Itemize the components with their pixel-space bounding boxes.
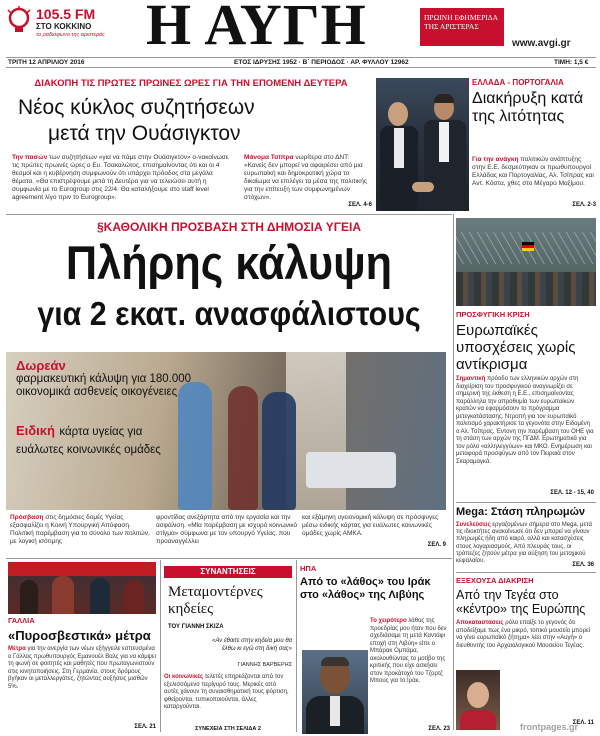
- opinion-author: ΤΟΥ ΓΙΑΝΝΗ ΣΚΙΖΑ: [168, 624, 224, 630]
- refugees-headline[interactable]: Ευρωπαϊκές υποσχέσεις χωρίς αντίκρισμα: [456, 322, 576, 373]
- leaders-photo: [376, 78, 469, 211]
- obama-photo: [302, 650, 368, 734]
- top-story-col2: [244, 154, 372, 202]
- opinion-headline[interactable]: Μεταμοντέρνες κηδείες: [168, 584, 263, 617]
- watermark: frontpages.gr: [520, 722, 579, 732]
- divider-opinion-left: [160, 560, 161, 732]
- main-story-col2: φροντίδας ανεξάρτητα από την εργασία και την ασφάλιση. «Μία παρέμβαση με ισχυρό κοινωνικό στίγμα» σύμφωνα με τον υπουργό Υγείας, που προαναγγέλλει: [156, 514, 298, 545]
- opinion-text: τελετές επηρεάζονται από τον εξελισσόμενο περίγυρό τους. Μερικές από αυτές χάνουν τη συναισθηματική τους φόρτιση, φθείρονται, τυπικοποιούνται, άλλες καταργούνται.: [164, 674, 289, 710]
- europe-tegea-lead: Αποκαταστάσεις: [456, 620, 504, 626]
- protester-1: [20, 580, 38, 614]
- bed: [306, 452, 396, 488]
- europe-tegea-body: [456, 620, 594, 650]
- issue-date: ΤΡΙΤΗ 12 ΑΠΡΙΛΙΟΥ 2016: [8, 59, 85, 66]
- radio-logo[interactable]: [6, 4, 122, 42]
- divider-tegea: [456, 572, 596, 573]
- tegea-photo: [456, 670, 500, 730]
- top-story[interactable]: [8, 72, 374, 212]
- top-story-col1: [12, 154, 236, 202]
- top-story-col2-lead: Μάνομα Τσίπρα: [244, 154, 294, 161]
- main-story-headline-1[interactable]: Πλήρης κάλυψη: [65, 236, 393, 289]
- protest-banner: [8, 562, 156, 576]
- opinion-section: ΣΥΝΑΝΤΗΣΕΙΣ: [200, 567, 256, 576]
- opinion-quote-author: ΓΙΑΝΝΗΣ ΒΑΡΒΕΡΗΣ: [237, 662, 292, 668]
- newspaper-title[interactable]: Η ΑΥΓΗ: [146, 0, 367, 57]
- europe-tegea-headline[interactable]: Από την Τεγέα στο «κέντρο» της Ευρώπης: [456, 588, 586, 616]
- france-body: [8, 646, 156, 691]
- tagline: ΠΡΩΙΝΗ ΕΦΗΜΕΡΙΔΑ ΤΗΣ ΑΡΙΣΤΕΡΑΣ: [424, 13, 498, 31]
- refugees-pages: ΣΕΛ. 12 - 15, 40: [550, 490, 594, 496]
- main-story-col3: και εξάμηνη υγειονομική κάλυψη σε πρόσφυγες μέσω ειδικής κάρτας για ευάλωτες κοινωνικές ομάδες χωρίς ΑΜΚΑ.: [302, 514, 439, 537]
- refugees-body: [456, 376, 594, 466]
- usa-text: λάθος της προεδρίας μου ήταν που δεν σχεδιάσαμε τη μετά Καντάφι εποχή στη Λιβύη» είπε ο Μπάρακ Ομπάμα, ακολουθώντας το μοτίβο της κριτικής που είχε ασκήσει στον προκάτοχό του Τζορτζ Μπους για το Ιράκ.: [370, 618, 447, 684]
- flag: [522, 242, 534, 251]
- france-photo: [8, 562, 156, 614]
- usa-headline[interactable]: Από το «λάθος» του Ιράκ στο «λάθος» της Λιβύης: [300, 576, 431, 601]
- leader-left-head: [388, 102, 408, 126]
- top-story-kicker: ΔΙΑΚΟΠΗ ΤΙΣ ΠΡΩΤΕΣ ΠΡΩΙΝΕΣ ΩΡΕΣ ΓΙΑ ΤΗΝ ΕΠΟΜΕΝΗ ΔΕΥΤΕΡΑ: [34, 78, 348, 89]
- mega-lead: Συνελεύσεις: [456, 522, 491, 528]
- tegea-body: [460, 710, 496, 730]
- greece-portugal[interactable]: [472, 78, 596, 212]
- mega-headline[interactable]: Mega: Στάση πληρωμών: [456, 506, 586, 518]
- opinion-lead: Οι κοινωνικές: [164, 674, 204, 680]
- main-story-kicker: §ΚΑΘΟΛΙΚΗ ΠΡΟΣΒΑΣΗ ΣΤΗ ΔΗΜΟΣΙΑ ΥΓΕΙΑ: [96, 220, 362, 234]
- greece-portugal-lead: Για την ανάγκη: [472, 156, 519, 163]
- greece-portugal-pages: ΣΕΛ. 2-3: [572, 202, 596, 208]
- opinion-continued: ΣΥΝΕΧΕΙΑ ΣΤΗ ΣΕΛΙΔΑ 2: [195, 726, 261, 732]
- greece-portugal-text: πολιτικών ανάπτυξης στην Ε.Ε. δεσμεύτηκαν οι πρωθυπουργοί Ελλάδας και Πορτογαλίας, Αλ. Τσίπρας και Αντ. Κόστα, χθες στο Μέγαρο Μαξίμου.: [472, 156, 594, 187]
- europe-tegea-text: ρόλο επαίξε το γεγονός ότι αποδείξαμε πως ένα μικρό, τοπικό μουσείο μπορεί να γίνει ευρωπαϊκό ζήτημα» λέει στην «Αυγή» ο διευθυντής του Αρχαιολογικού Μουσείου Τεγέας.: [456, 620, 590, 649]
- obama-hair: [321, 657, 349, 666]
- nurse-figure-3: [262, 392, 296, 510]
- protester-3: [90, 578, 110, 614]
- divider-right: [453, 214, 454, 730]
- divider-top: [6, 214, 452, 215]
- divider-bottom: [6, 558, 452, 559]
- top-story-col1-text: των συζητήσεων «για να πάμε στην Ουάσιγκτον» ο-νακοίνωσε τις πρώτες πρωινές ώρες ο Ευ. Τσακαλώτος, επισημαίνοντας ότι και οι 4 θεσμοί και η κυβέρνηση συμφωνούν ότι υπάρχει πρόοδος στα μεγάλα θέματα. «Θα επιστρέψουμε μετά τη Δευτέρα για να τελειώσει αυτή η συμφωνία με το Eurogroup στις 22/4. Θα καταλήξουμε στο staff level agreement λίγο πριν το Eurogroup».: [12, 154, 229, 201]
- divider-mega: [456, 502, 596, 503]
- europe-tegea-pages: ΣΕΛ. 11: [572, 720, 594, 726]
- main-point-1-text: φαρμακευτική κάλυψη για 180.000 οικονομικά ασθενείς οικογένειες: [16, 373, 192, 398]
- main-point-1: [16, 358, 196, 399]
- opinion[interactable]: [164, 562, 294, 734]
- top-story-col2-text: νωρίτερα στο ΔΝΤ: «Κανείς δεν μπορεί να αφαιρέσει από μια ευρωπαϊκή και δημοκρατική χώρα το δικαίωμα να επιλέγει τα μέσα της πολιτικής για την επίτευξη των συμφωνημένων στόχων».: [244, 154, 367, 201]
- refugees[interactable]: [456, 308, 596, 500]
- radio-name: ΣΤΟ ΚΟΚΚΙΝΟ: [36, 22, 92, 31]
- leader-left-shirt: [394, 128, 404, 168]
- leader-right-shirt: [439, 122, 449, 162]
- top-story-col1-lead: Την πασών: [12, 154, 48, 161]
- refugees-text: πρόοδο των ελληνικών αρχών στη διαχείριση του προσφυγικού αναγνωρίζει σε σημερινή της έκθεση η Ε.Ε., επισημαίνοντας παράλληλα την απροθυμία των ευρωπαϊκών κρατών να εφαρμόσουν το πρόγραμμα μετεγκατάστασης. Ντροπή για τον ευρωπαϊκό πολιτισμό χαρακτήρισε τα γεγονότα στην Ειδομένη ο Αλ. Τσίπρας. Έντονη την παρέμβαση του ΟΗΕ για τη στάση των αρχών της ΠΓΔΜ. Ερωτηματικά για τον ρόλο «αλληλεγγύων» και ΜΚΟ. Ενημέρωση και μεταφορά προσφύγων από τον Πειραιά στον Σκαραμαγκά.: [456, 376, 594, 465]
- france-lead: Μέτρα: [8, 646, 26, 652]
- europe-tegea[interactable]: [456, 574, 596, 734]
- radio-frequency: 105.5 FM: [36, 6, 96, 22]
- handshake: [412, 182, 434, 192]
- main-story-col1: [10, 514, 152, 546]
- refugee-photo: [456, 218, 596, 306]
- tegea-face: [467, 682, 489, 708]
- main-point-2-lead: Ειδική: [16, 423, 55, 438]
- crowd: [456, 272, 596, 306]
- usa-body: [370, 618, 450, 686]
- france-headline[interactable]: «Πυροσβεστικά» μέτρα: [8, 628, 151, 643]
- nurse-figure-1: [178, 382, 212, 510]
- greece-portugal-headline[interactable]: Διακήρυξη κατά της λιτότητας: [472, 90, 584, 125]
- usa[interactable]: [300, 562, 452, 734]
- mega-text: εργαζομένων σήμερα στο Mega, μετά τις ιδιοκτήτες ανακοίνωσε ότι δεν μπορεί να γίνουν πληρωμές ήδη από καιρό, αλλά και κατασχέσεις στους λογαριασμούς. Από πλευράς τους, οι τράπεζες ζητούν μέτρα για αύξηση του μετοχικού κεφαλαίου.: [456, 522, 592, 565]
- obama-shirt: [330, 696, 340, 726]
- website[interactable]: www.avgi.gr: [512, 38, 571, 49]
- mega-body: [456, 522, 594, 565]
- radio-bulb-icon: [6, 6, 32, 36]
- france-pages: ΣΕΛ. 21: [134, 724, 156, 730]
- main-point-2: [16, 422, 182, 458]
- main-story-col1-text: στις δημόσιες δομές Υγείας εξασφαλίζει η Κοινή Υπουργική Απόφαση. Πολιτική παρέμβαση για το σύνολο των πολιτών, με λογική ισότιμης: [10, 514, 150, 545]
- mega[interactable]: [456, 504, 596, 570]
- main-story-col1-lead: Πρόσβαση: [10, 514, 44, 521]
- main-point-2-text: κάρτα υγείας για ευάλωτες κοινωνικές ομάδες: [16, 426, 161, 456]
- opinion-quote: «Αν έθαιτε στην κηδεία μου θα έλθω κι εγώ στη δική σας»: [212, 638, 292, 652]
- masthead: [0, 0, 600, 56]
- top-story-pages: ΣΕΛ. 4-6: [348, 202, 372, 208]
- refugees-lead: Σημαντική: [456, 376, 486, 382]
- top-story-headline-1[interactable]: Νέος κύκλος συζητήσεων: [18, 96, 255, 119]
- price: ΤΙΜΗ: 1,5 €: [554, 59, 589, 66]
- radio-slogan: το ραδιόφωνο της αριστεράς: [36, 32, 105, 38]
- nurse-figure-2: [228, 386, 258, 510]
- europe-tegea-kicker: ΕΞΕΧΟΥΣΑ ΔΙΑΚΡΙΣΗ: [456, 576, 534, 585]
- info-bar: [6, 57, 596, 68]
- opinion-body: [164, 674, 292, 712]
- refugees-kicker: ΠΡΟΣΦΥΓΙΚΗ ΚΡΙΣΗ: [456, 310, 530, 319]
- usa-kicker: ΗΠΑ: [300, 564, 317, 573]
- usa-lead: Το χειρότερο: [370, 618, 407, 624]
- greece-portugal-kicker: ΕΛΛΑΔΑ - ΠΟΡΤΟΓΑΛΙΑ: [472, 78, 564, 87]
- main-story-headline-2[interactable]: για 2 εκατ. ανασφάλιστους: [37, 295, 421, 332]
- france[interactable]: [8, 616, 158, 734]
- main-point-1-lead: Δωρεάν: [16, 358, 66, 373]
- protester-4: [124, 580, 144, 614]
- usa-pages: ΣΕΛ. 23: [428, 726, 450, 732]
- tagline-box: [420, 8, 504, 46]
- protester-2: [52, 576, 74, 614]
- mega-pages: ΣΕΛ. 36: [572, 562, 594, 568]
- issue-number: ΕΤΟΣ ΙΔΡΥΣΗΣ 1952 · Β΄ ΠΕΡΙΟΔΟΣ · ΑΡ. ΦΥΛΛΟΥ 12962: [234, 59, 409, 66]
- greece-portugal-body: [472, 156, 596, 188]
- main-story[interactable]: [6, 216, 452, 556]
- top-story-headline-2[interactable]: μετά την Ουάσιγκτον: [48, 122, 241, 145]
- divider-opinion-right: [296, 560, 297, 732]
- main-story-pages: ΣΕΛ. 9: [427, 542, 446, 548]
- france-text: για την ανεργία των νέων εξήγγειλε εσπευσμένα ο Γάλλος πρωθυπουργός Εμανουέλ Βαλς για να κάμψει τη φωνή σε φοιτητές και μαθητές που πρωταγωνιστούν στις κινητοποιήσεις. Στη Γερμανία, στους δρόμους βγήκαν οι μεταλλεργάτες, ζητώντας αυξήσεις μισθών 5%.: [8, 646, 156, 690]
- france-kicker: ΓΑΛΛΙΑ: [8, 616, 35, 625]
- leader-right-hair: [434, 94, 454, 103]
